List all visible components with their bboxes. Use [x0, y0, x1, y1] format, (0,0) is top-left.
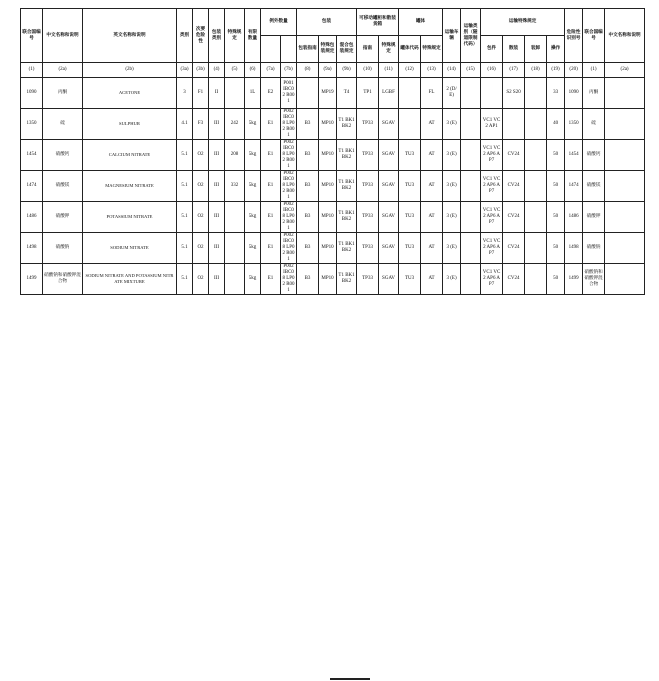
tank-special-cell: TP1	[357, 78, 379, 109]
loading-provision-cell	[503, 109, 525, 140]
un-number-cell: 1498	[21, 233, 43, 264]
table-row	[21, 202, 645, 233]
column-index-row	[21, 63, 645, 78]
header-hazard-id: 危险性识别号	[565, 9, 583, 63]
limited-quantity-cell: 5kg	[245, 109, 261, 140]
mixed-packing-cell: MP19	[319, 78, 337, 109]
table-row	[21, 233, 645, 264]
header-tank-sp: 特殊规定	[421, 36, 443, 63]
header-name-cn-2: 中文名称和说明	[605, 9, 645, 63]
column-index-cell: (9b)	[337, 63, 357, 78]
header-limited-excepted: 例外数量	[261, 9, 297, 36]
empty-cell	[605, 264, 645, 295]
vehicle-cell: AT	[421, 109, 443, 140]
mixed-packing-cell: MP10	[319, 109, 337, 140]
bulk-provision-cell: VC1 VC2 AP1	[481, 109, 503, 140]
loading-provision-cell: S2 S20	[503, 78, 525, 109]
tank-code-cell: SGAV	[379, 171, 399, 202]
sub-risk-cell: O2	[193, 171, 209, 202]
tank-code-cell: SGAV	[379, 233, 399, 264]
header-un-no: 联合国编号	[21, 9, 43, 63]
header-un-no-2: 联合国编号	[583, 9, 605, 63]
header-tank-special: 特殊规定	[379, 36, 399, 63]
loading-provision-cell: CV24	[503, 202, 525, 233]
tank-special-provision-cell: TU3	[399, 264, 421, 295]
un-number-2-cell: 1486	[565, 202, 583, 233]
transport-category-cell: 3 (E)	[443, 202, 461, 233]
name-cn-cell: 硝酸钾	[43, 202, 83, 233]
tank-instruction-cell: T1 BK1 BK2	[337, 109, 357, 140]
sub-risk-cell: O2	[193, 202, 209, 233]
name-cn-cell: 硝酸钠	[43, 233, 83, 264]
special-provision-cell: 332	[225, 171, 245, 202]
loading-provision-cell: CV24	[503, 233, 525, 264]
header-name-cn: 中文名称和说明	[43, 9, 83, 63]
tank-special-provision-cell: TU3	[399, 233, 421, 264]
header-load: 装卸	[525, 36, 547, 63]
excepted-quantity-cell: E2	[261, 78, 281, 109]
limited-quantity-cell: 5kg	[245, 264, 261, 295]
packing-instruction-cell: P002 IBC08 LP02 R001	[282, 264, 295, 293]
tank-instruction-cell: T1 BK1 BK2	[337, 140, 357, 171]
table-row	[21, 171, 645, 202]
loading-provision-cell: CV24	[503, 140, 525, 171]
sub-risk-cell: O2	[193, 140, 209, 171]
header-packing-instr: 包装指南	[297, 36, 319, 63]
header-transport-cat: 运输类别（隧道限制代码）	[461, 9, 481, 63]
excepted-quantity-cell: E1	[261, 264, 281, 295]
name-en-cell: MAGNESIUM NITRATE	[83, 171, 177, 202]
column-index-cell: (9a)	[319, 63, 337, 78]
column-index-cell: (2a)	[605, 63, 645, 78]
column-index-cell: (3b)	[193, 63, 209, 78]
column-index-cell: (17)	[503, 63, 525, 78]
header-tank-title: 可移动罐柜和散装货箱	[357, 9, 399, 36]
packing-group-cell: III	[209, 233, 225, 264]
name-cn-2-cell: 丙酮	[583, 78, 605, 109]
bulk-provision-cell: VC1 VC2 AP6 AP7	[481, 171, 503, 202]
tank-instruction-cell: T1 BK1 BK2	[337, 202, 357, 233]
page-divider	[330, 678, 370, 680]
excepted-quantity-cell: E1	[261, 202, 281, 233]
table-row	[21, 109, 645, 140]
bulk-provision-cell: VC1 VC2 AP6 AP7	[481, 264, 503, 295]
header-excepted-sub	[281, 36, 297, 63]
limited-quantity-cell: 1L	[245, 78, 261, 109]
column-index-cell: (2b)	[83, 63, 177, 78]
column-index-cell: (1)	[583, 63, 605, 78]
tank-instruction-cell: T1 BK1 BK2	[337, 264, 357, 295]
excepted-quantity-cell: E1	[261, 140, 281, 171]
limited-quantity-cell: 5kg	[245, 171, 261, 202]
mixed-packing-cell: MP10	[319, 140, 337, 171]
table-row	[21, 264, 645, 295]
limited-quantity-cell: 5kg	[245, 202, 261, 233]
tank-special-cell: TP33	[357, 264, 379, 295]
sub-risk-cell: F3	[193, 109, 209, 140]
header-special-pack: 特殊包装规定	[319, 36, 337, 63]
header-tank-code: 罐体代码	[399, 36, 421, 63]
tank-special-provision-cell: TU3	[399, 171, 421, 202]
column-index-cell: (7b)	[281, 63, 297, 78]
tank-special-provision-cell: TU3	[399, 140, 421, 171]
column-index-cell: (15)	[461, 63, 481, 78]
name-cn-cell: 硫	[43, 109, 83, 140]
column-index-cell: (20)	[565, 63, 583, 78]
limited-quantity-cell: 5kg	[245, 233, 261, 264]
tank-code-cell: SGAV	[379, 109, 399, 140]
header-provisions: 运输特殊规定	[481, 9, 565, 36]
table-body	[21, 78, 645, 295]
un-number-2-cell: 1498	[565, 233, 583, 264]
transport-category-cell: 3 (E)	[443, 171, 461, 202]
packing-instruction-cell: P002 IBC08 LP02 R001	[282, 140, 295, 169]
name-cn-2-cell: 硫	[583, 109, 605, 140]
table-row	[21, 140, 645, 171]
name-en-cell: SULPHUR	[83, 109, 177, 140]
header-name-en: 英文名称和说明	[83, 9, 177, 63]
name-cn-2-cell: 硝酸镁	[583, 171, 605, 202]
name-cn-cell: 硝酸镁	[43, 171, 83, 202]
transport-category-cell: 2 (D/E)	[443, 78, 461, 109]
operation-provision-cell	[525, 233, 547, 264]
special-packing-cell: B3	[297, 233, 319, 264]
excepted-quantity-cell: E1	[261, 109, 281, 140]
name-cn-2-cell: 硝酸钙	[583, 140, 605, 171]
mixed-packing-cell: MP10	[319, 202, 337, 233]
tank-special-cell: TP33	[357, 233, 379, 264]
header-special: 特殊规定	[225, 9, 245, 63]
packing-instruction-cell: P002 IBC08 LP02 R001	[282, 109, 295, 138]
tank-special-cell: TP33	[357, 140, 379, 171]
tank-special-provision-cell	[399, 78, 421, 109]
package-provision-cell	[461, 233, 481, 264]
tank-code-cell: SGAV	[379, 264, 399, 295]
un-number-cell: 1486	[21, 202, 43, 233]
special-packing-cell: B3	[297, 140, 319, 171]
un-number-cell: 1090	[21, 78, 43, 109]
name-en-cell: SODIUM NITRATE AND POTASSIUM NITRATE MIXTURE	[83, 264, 177, 295]
un-number-2-cell: 1090	[565, 78, 583, 109]
column-index-cell: (16)	[481, 63, 503, 78]
excepted-quantity-cell: E1	[261, 233, 281, 264]
column-index-cell: (8)	[297, 63, 319, 78]
hazard-id-cell: 50	[547, 202, 565, 233]
column-index-cell: (5)	[225, 63, 245, 78]
bulk-provision-cell: VC1 VC2 AP6 AP7	[481, 140, 503, 171]
column-index-cell: (4)	[209, 63, 225, 78]
loading-provision-cell: CV24	[503, 171, 525, 202]
operation-provision-cell	[525, 140, 547, 171]
package-provision-cell	[461, 202, 481, 233]
class-cell: 5.1	[177, 264, 193, 295]
packing-group-cell: II	[209, 78, 225, 109]
empty-cell	[605, 233, 645, 264]
sub-risk-cell: F1	[193, 78, 209, 109]
special-provision-cell	[225, 78, 245, 109]
name-en-cell: POTASSIUM NITRATE	[83, 202, 177, 233]
limited-quantity-cell: 5kg	[245, 140, 261, 171]
transport-category-cell: 3 (E)	[443, 109, 461, 140]
packing-instruction-cell: P002 IBC08 LP02 R001	[282, 233, 295, 262]
column-index-cell: (3a)	[177, 63, 193, 78]
special-provision-cell	[225, 202, 245, 233]
tank-special-provision-cell	[399, 109, 421, 140]
special-packing-cell: B3	[297, 264, 319, 295]
header-op: 操作	[547, 36, 565, 63]
un-number-2-cell: 1454	[565, 140, 583, 171]
un-number-cell: 1499	[21, 264, 43, 295]
vehicle-cell: AT	[421, 233, 443, 264]
table-row	[21, 78, 645, 109]
package-provision-cell	[461, 171, 481, 202]
name-en-cell: SODIUM NITRATE	[83, 233, 177, 264]
column-index-cell: (11)	[379, 63, 399, 78]
header-mixed-pack: 混合包装规定	[337, 36, 357, 63]
excepted-quantity-cell: E1	[261, 171, 281, 202]
class-cell: 4.1	[177, 109, 193, 140]
special-provision-cell	[225, 233, 245, 264]
column-index-cell: (7a)	[261, 63, 281, 78]
tank-instruction-cell: T1 BK1 BK2	[337, 171, 357, 202]
class-cell: 5.1	[177, 140, 193, 171]
un-number-cell: 1350	[21, 109, 43, 140]
vehicle-cell: AT	[421, 202, 443, 233]
name-cn-2-cell: 硝酸钾	[583, 202, 605, 233]
header-row-1	[21, 9, 645, 36]
transport-category-cell: 3 (E)	[443, 264, 461, 295]
packing-group-cell: III	[209, 264, 225, 295]
hazard-id-cell: 50	[547, 171, 565, 202]
tank-code-cell: SGAV	[379, 202, 399, 233]
operation-provision-cell	[525, 78, 547, 109]
header-class: 类别	[177, 9, 193, 63]
tank-special-cell: TP33	[357, 109, 379, 140]
header-pack-group: 包装类别	[209, 9, 225, 63]
empty-cell	[605, 202, 645, 233]
vehicle-cell: FL	[421, 78, 443, 109]
header-tank-instr: 指南	[357, 36, 379, 63]
bulk-provision-cell: VC1 VC2 AP6 AP7	[481, 202, 503, 233]
tank-special-cell: TP33	[357, 171, 379, 202]
mixed-packing-cell: MP10	[319, 171, 337, 202]
vehicle-cell: AT	[421, 171, 443, 202]
empty-cell	[605, 78, 645, 109]
header-limited-sub	[261, 36, 281, 63]
un-number-2-cell: 1350	[565, 109, 583, 140]
bulk-provision-cell	[481, 78, 503, 109]
column-index-cell: (10)	[357, 63, 379, 78]
header-bulk: 散装	[503, 36, 525, 63]
header-pkg: 包件	[481, 36, 503, 63]
hazard-id-cell: 50	[547, 140, 565, 171]
operation-provision-cell	[525, 264, 547, 295]
operation-provision-cell	[525, 202, 547, 233]
empty-cell	[605, 109, 645, 140]
transport-category-cell: 3 (E)	[443, 233, 461, 264]
name-cn-cell: 丙酮	[43, 78, 83, 109]
empty-cell	[605, 171, 645, 202]
class-cell: 5.1	[177, 202, 193, 233]
name-cn-2-cell: 硝酸钠	[583, 233, 605, 264]
tank-instruction-cell: T1 BK1 BK2	[337, 233, 357, 264]
special-packing-cell	[297, 78, 319, 109]
package-provision-cell	[461, 78, 481, 109]
packing-group-cell: III	[209, 171, 225, 202]
tank-special-cell: TP33	[357, 202, 379, 233]
package-provision-cell	[461, 264, 481, 295]
header-sub-risk: 次要危险性	[193, 9, 209, 63]
transport-category-cell: 3 (E)	[443, 140, 461, 171]
package-provision-cell	[461, 140, 481, 171]
header-rid-title: 罐体	[399, 9, 443, 36]
vehicle-cell: AT	[421, 140, 443, 171]
column-index-cell: (12)	[399, 63, 421, 78]
special-provision-cell: 242	[225, 109, 245, 140]
column-index-cell: (14)	[443, 63, 461, 78]
class-cell: 5.1	[177, 233, 193, 264]
special-packing-cell: B3	[297, 171, 319, 202]
mixed-packing-cell: MP10	[319, 264, 337, 295]
dangerous-goods-table	[20, 8, 645, 295]
hazard-id-cell: 50	[547, 233, 565, 264]
tank-special-provision-cell: TU3	[399, 202, 421, 233]
package-provision-cell	[461, 109, 481, 140]
tank-instruction-cell: T4	[337, 78, 357, 109]
hazard-id-cell: 40	[547, 109, 565, 140]
name-cn-cell: 硝酸钙	[43, 140, 83, 171]
tank-code-cell: SGAV	[379, 140, 399, 171]
column-index-cell: (18)	[525, 63, 547, 78]
header-vehicle: 运输车辆	[443, 9, 461, 63]
special-packing-cell: B3	[297, 109, 319, 140]
class-cell: 5.1	[177, 171, 193, 202]
column-index-cell: (6)	[245, 63, 261, 78]
packing-group-cell: III	[209, 202, 225, 233]
packing-group-cell: III	[209, 109, 225, 140]
packing-instruction-cell: P001 IBC02 R001	[281, 78, 297, 109]
column-index-cell: (1)	[21, 63, 43, 78]
un-number-cell: 1474	[21, 171, 43, 202]
special-packing-cell: B3	[297, 202, 319, 233]
column-index-cell: (13)	[421, 63, 443, 78]
empty-cell	[605, 140, 645, 171]
special-provision-cell: 208	[225, 140, 245, 171]
packing-instruction-cell: P002 IBC08 LP02 R001	[282, 202, 295, 231]
name-en-cell: ACETONE	[83, 78, 177, 109]
header-limited: 有限数量	[245, 9, 261, 63]
hazard-id-cell: 33	[547, 78, 565, 109]
vehicle-cell: AT	[421, 264, 443, 295]
bulk-provision-cell: VC1 VC2 AP6 AP7	[481, 233, 503, 264]
hazard-id-cell: 50	[547, 264, 565, 295]
mixed-packing-cell: MP10	[319, 233, 337, 264]
un-number-2-cell: 1474	[565, 171, 583, 202]
operation-provision-cell	[525, 109, 547, 140]
name-cn-2-cell: 硝酸钠和硝酸钾混合物	[583, 264, 605, 295]
column-index-cell: (19)	[547, 63, 565, 78]
name-cn-cell: 硝酸钠和硝酸钾混合物	[43, 264, 83, 295]
name-en-cell: CALCIUM NITRATE	[83, 140, 177, 171]
header-packaging: 包装	[297, 9, 357, 36]
packing-instruction-cell: P002 IBC08 LP02 R001	[282, 171, 295, 200]
packing-group-cell: III	[209, 140, 225, 171]
operation-provision-cell	[525, 171, 547, 202]
class-cell: 3	[177, 78, 193, 109]
sub-risk-cell: O2	[193, 264, 209, 295]
sub-risk-cell: O2	[193, 233, 209, 264]
loading-provision-cell: CV24	[503, 264, 525, 295]
special-provision-cell	[225, 264, 245, 295]
column-index-cell: (2a)	[43, 63, 83, 78]
un-number-2-cell: 1499	[565, 264, 583, 295]
un-number-cell: 1454	[21, 140, 43, 171]
tank-code-cell: LGBF	[379, 78, 399, 109]
